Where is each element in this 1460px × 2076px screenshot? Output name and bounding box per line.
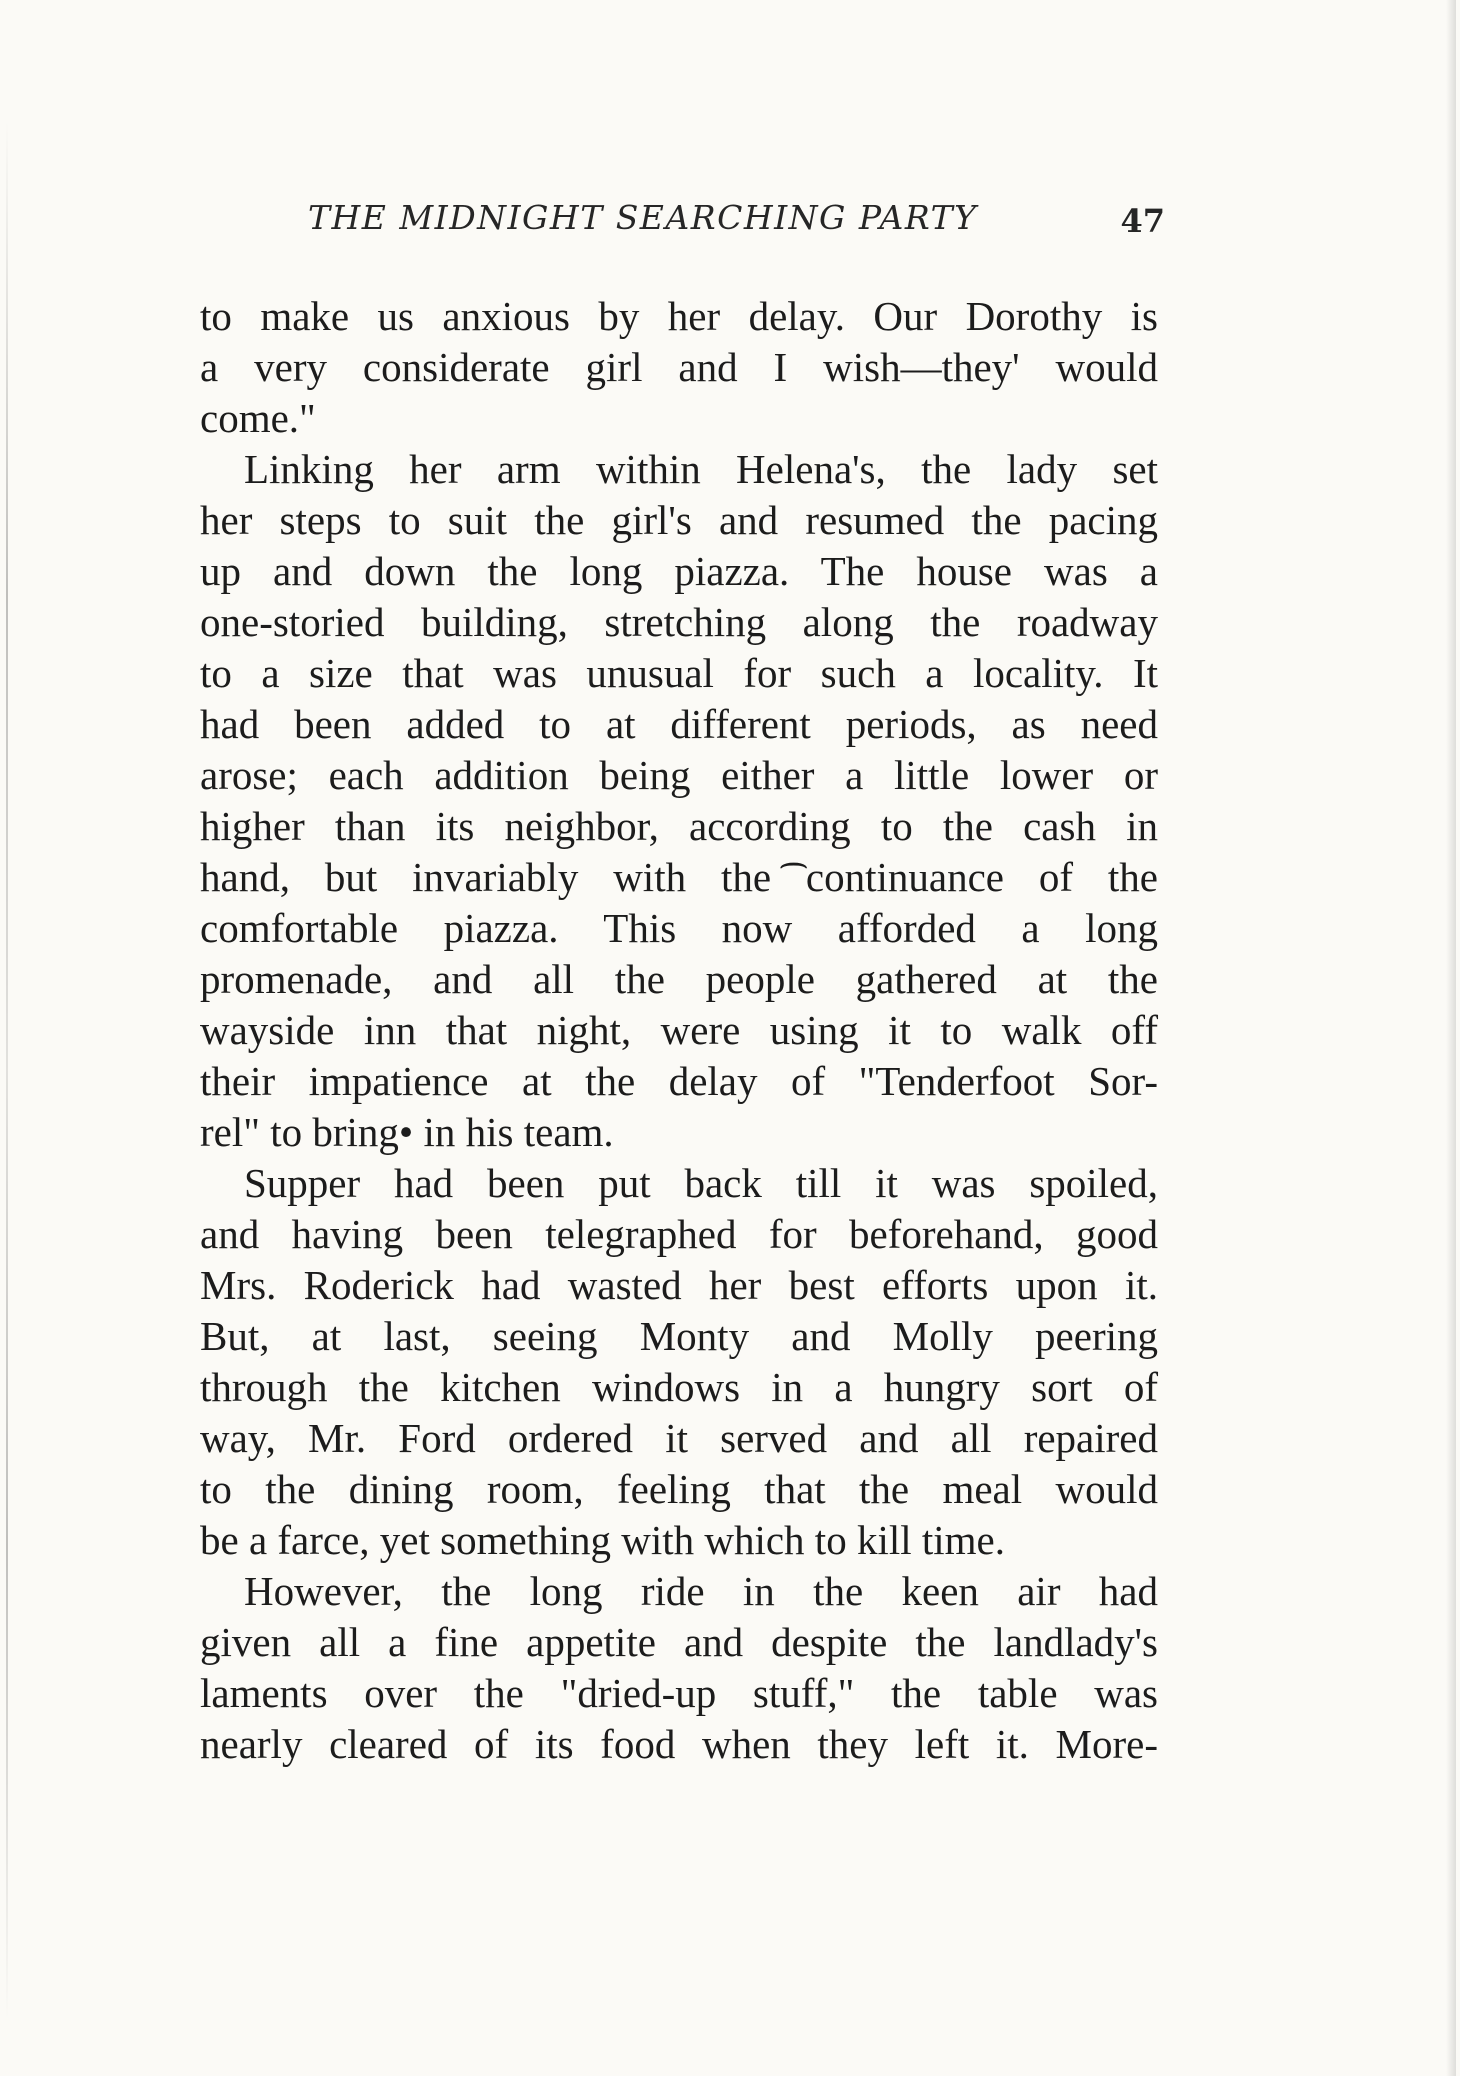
page-left-edge — [6, 120, 8, 2020]
text-line: nearly cleared of its food when they left it. More- — [200, 1721, 1158, 1767]
text-line: But, at last, seeing Monty and Molly peering — [200, 1313, 1158, 1359]
text-line: up and down the long piazza. The house was a — [200, 548, 1158, 594]
text-line: through the kitchen windows in a hungry sort of — [200, 1364, 1158, 1410]
text-line: laments over the "dried-up stuff," the table was — [200, 1670, 1158, 1716]
running-title: THE MIDNIGHT SEARCHING PARTY — [308, 198, 978, 237]
text-line: had been added to at different periods, as need — [200, 701, 1158, 747]
text-line: way, Mr. Ford ordered it served and all repaired — [200, 1415, 1158, 1461]
paragraph-first-line: Linking her arm within Helena's, the lady set — [244, 446, 1158, 492]
text-line: hand, but invariably with the ͡continuance of the — [200, 854, 1158, 900]
text-line: come." — [200, 395, 316, 441]
text-line: arose; each addition being either a little lower or — [200, 752, 1158, 798]
text-line: their impatience at the delay of "Tenderfoot Sor- — [200, 1058, 1158, 1104]
page-number: 47 — [1120, 202, 1165, 240]
text-line: promenade, and all the people gathered at the — [200, 956, 1158, 1002]
text-line: higher than its neighbor, according to the cash in — [200, 803, 1158, 849]
text-line: be a farce, yet something with which to kill time. — [200, 1517, 1005, 1563]
page-right-edge — [1446, 0, 1456, 2076]
text-line: rel" to bring• in his team. — [200, 1109, 614, 1155]
text-line: given all a fine appetite and despite the landlady's — [200, 1619, 1158, 1665]
text-line: to make us anxious by her delay. Our Dorothy is — [200, 293, 1158, 339]
text-line: to the dining room, feeling that the meal would — [200, 1466, 1158, 1512]
text-line: comfortable piazza. This now afforded a long — [200, 905, 1158, 951]
text-line: to a size that was unusual for such a locality. It — [200, 650, 1158, 696]
paragraph-first-line: However, the long ride in the keen air had — [244, 1568, 1158, 1614]
text-line: her steps to suit the girl's and resumed the pacing — [200, 497, 1158, 543]
text-line: a very considerate girl and I wish—they' would — [200, 344, 1158, 390]
text-line: wayside inn that night, were using it to walk off — [200, 1007, 1158, 1053]
paragraph-first-line: Supper had been put back till it was spoiled, — [244, 1160, 1158, 1206]
running-head — [308, 192, 1165, 252]
body-text — [200, 291, 1158, 1770]
text-line: and having been telegraphed for beforehand, good — [200, 1211, 1158, 1257]
text-line: Mrs. Roderick had wasted her best efforts upon it. — [200, 1262, 1158, 1308]
text-line: one-storied building, stretching along the roadway — [200, 599, 1158, 645]
